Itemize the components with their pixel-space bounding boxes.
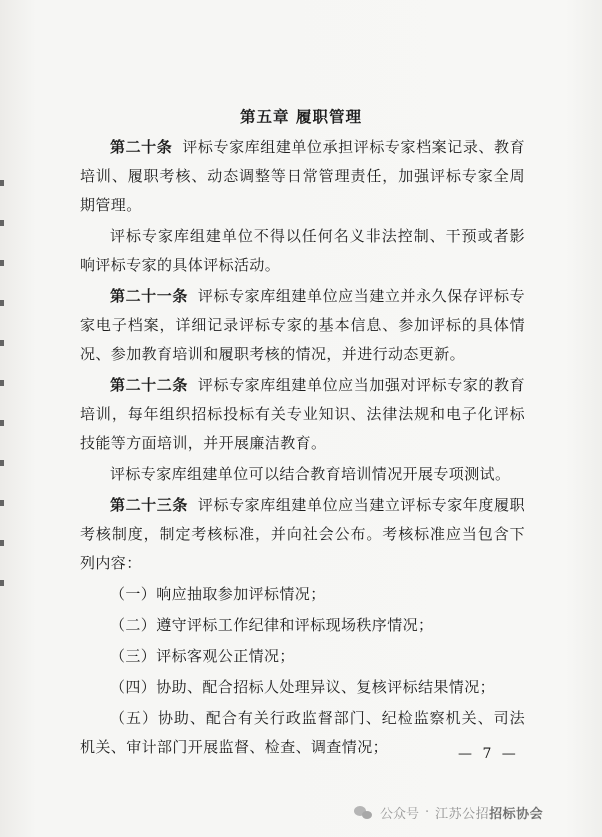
- paragraph: [80, 222, 525, 280]
- paragraph-text: 评标专家库组建单位不得以任何名义非法控制、干预或者影响评标专家的具体评标活动。: [80, 227, 525, 274]
- paragraph: [80, 371, 525, 458]
- list-item-text: （一）响应抽取参加评标情况；: [110, 585, 326, 603]
- paragraph-text: 评标专家库组建单位应当建立并永久保存评标专家电子档案，详细记录评标专家的基本信息、参加评标的具体情况、参加教育培训和履职考核的情况，并进行动态更新。: [80, 287, 525, 363]
- paragraph: [80, 491, 525, 578]
- list-item-text: （五）协助、配合有关行政监督部门、纪检监察机关、司法机关、审计部门开展监督、检查、调查情况；: [80, 709, 525, 756]
- paragraph: [80, 460, 525, 489]
- scan-edge-marks: [0, 180, 4, 600]
- page-number: — 7 —: [458, 746, 519, 762]
- paragraph: [80, 282, 525, 369]
- wechat-icon: [354, 804, 374, 820]
- watermark-name-part2: 招标协会: [489, 806, 544, 822]
- list-item: [80, 580, 525, 609]
- list-item: [80, 673, 525, 702]
- paragraph-text: 评标专家库组建单位承担评标专家档案记录、教育培训、履职考核、动态调整等日常管理责任，加强评标专家全周期管理。: [80, 138, 525, 214]
- article-number: 第二十三条: [110, 496, 188, 514]
- paragraph-text: 评标专家库组建单位应当建立评标专家年度履职考核制度，制定考核标准，并向社会公布。考核标准应当包含下列内容：: [80, 496, 525, 572]
- chapter-title: 第五章 履职管理: [240, 108, 362, 126]
- paragraph-text: 评标专家库组建单位应当加强对评标专家的教育培训，每年组织招标投标有关专业知识、法律法规和电子化评标技能等方面培训，并开展廉洁教育。: [80, 376, 525, 452]
- wechat-watermark: [354, 800, 543, 824]
- paragraph-text: 评标专家库组建单位可以结合教育培训情况开展专项测试。: [110, 465, 511, 483]
- watermark-name-part1: 江苏公招: [435, 806, 490, 822]
- paragraph: [80, 133, 525, 220]
- article-number: 第二十一条: [110, 287, 188, 305]
- list-item-text: （三）评标客观公正情况；: [110, 647, 295, 665]
- article-number: 第二十条: [110, 138, 173, 156]
- article-number: 第二十二条: [110, 376, 188, 394]
- watermark-label: 公众号: [380, 806, 420, 822]
- list-item: [80, 611, 525, 640]
- document-body: [80, 133, 525, 764]
- list-item: [80, 642, 525, 671]
- watermark-separator: ·: [425, 804, 430, 820]
- list-item-text: （四）协助、配合招标人处理异议、复核评标结果情况；: [110, 678, 496, 696]
- watermark-account-name: [435, 803, 543, 822]
- list-item-text: （二）遵守评标工作纪律和评标现场秩序情况；: [110, 616, 434, 634]
